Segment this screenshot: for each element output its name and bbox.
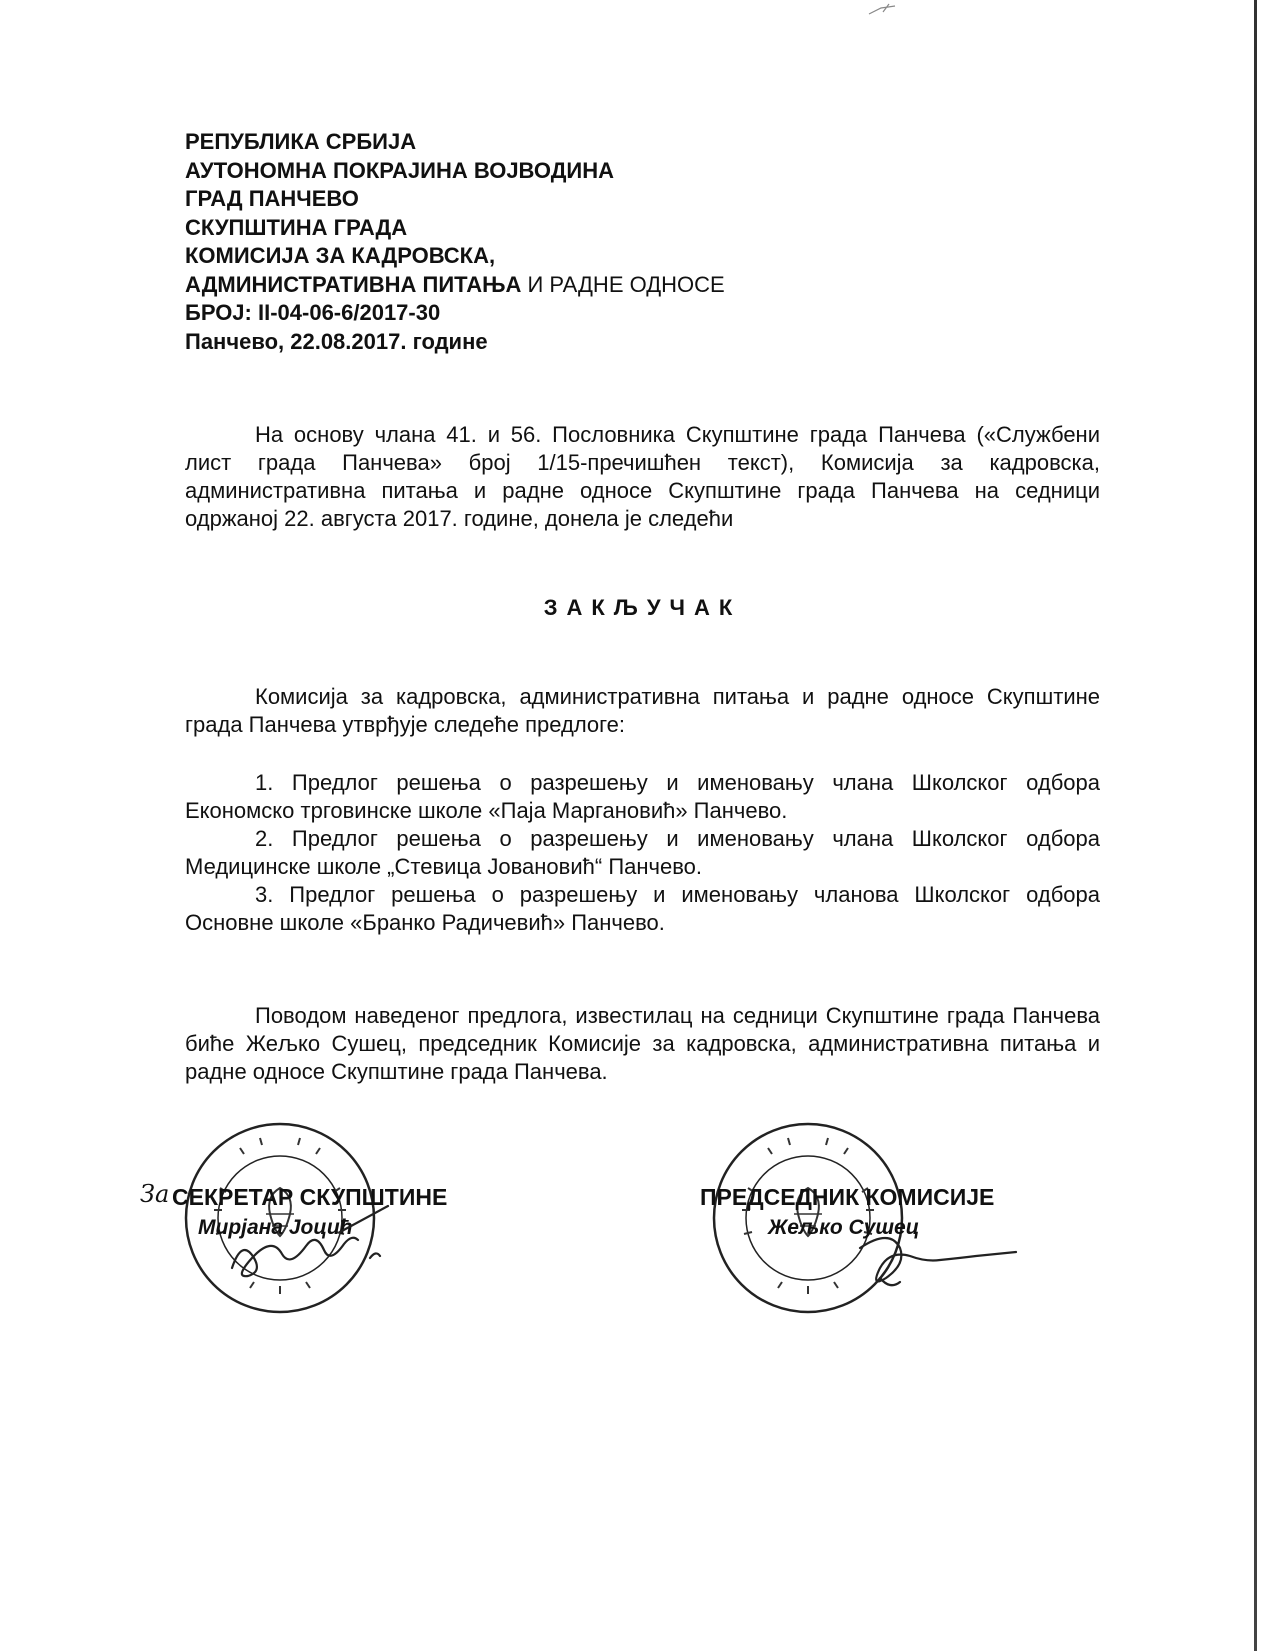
header-number: БРОЈ: II-04-06-6/2017-30 <box>185 300 441 325</box>
document-title: ЗАКЉУЧАК <box>543 595 742 620</box>
header-assembly: СКУПШТИНА ГРАДА <box>185 214 408 240</box>
page-edge <box>1254 0 1257 1651</box>
proposals-list <box>185 769 1100 937</box>
pen-mark-decoration <box>865 0 905 20</box>
list-item: 1. Предлог решења о разрешењу и именовању члана Школског одбора Економско трговинске школе «Паја Маргановић» Панчево. <box>185 770 1100 823</box>
list-item: 2. Предлог решења о разрешењу и именовању члана Школског одбора Медицинске школе „Стевица Јовановић“ Панчево. <box>185 826 1100 879</box>
president-title: ПРЕДСЕДНИК КОМИСИЈЕ <box>700 1184 995 1210</box>
signature-prefix: За <box>140 1180 170 1208</box>
header-commission-cont <box>185 271 725 300</box>
secretary-name: Мирјана Јоцић <box>198 1216 353 1239</box>
handwritten-signature <box>220 1198 420 1288</box>
header-commission-cont-rest: И РАДНЕ ОДНОСЕ <box>521 271 725 297</box>
conclusion-paragraph: Комисија за кадровска, административна питања и радне односе Скупштине града Панчева утврђује следеће предлоге: <box>185 684 1100 737</box>
report-paragraph: Поводом наведеног предлога, известилац на седници Скупштине града Панчева биће Жељко Сушец, председник Комисије за кадровска, административна питања и радне односе Скупштине града Панчева. <box>185 1003 1100 1084</box>
header-commission: КОМИСИЈА ЗА КАДРОВСКА, <box>185 243 496 268</box>
secretary-title: СЕКРЕТАР СКУПШТИНЕ <box>172 1184 448 1210</box>
header-country: РЕПУБЛИКА СРБИЈА <box>185 129 417 154</box>
intro-paragraph: На основу члана 41. и 56. Пословника Скупштине града Панчева («Службени лист града Панчева» број 1/15-пречишћен текст), Комисија за кадровска, административна питања и радне односе Скупштине града Панчева на седници одржаној 22. августа 2017. године, донела је следећи <box>185 422 1100 531</box>
header-place-date: Панчево, 22.08.2017. године <box>185 328 488 354</box>
list-item: 3. Предлог решења о разрешењу и именовању чланова Школског одбора Основне школе «Бранко Радичевић» Панчево. <box>185 882 1100 935</box>
document-header <box>185 128 725 356</box>
president-name: Жељко Сушец <box>768 1216 920 1239</box>
header-commission-cont-bold: АДМИНИСТРАТИВНА ПИТАЊА <box>185 271 522 297</box>
signature-block-president <box>700 1178 1060 1378</box>
header-city: ГРАД ПАНЧЕВО <box>185 186 359 211</box>
signature-block-secretary <box>140 1178 500 1378</box>
handwritten-signature <box>840 1218 1060 1308</box>
header-province: АУТОНОМНА ПОКРАЈИНА ВОЈВОДИНА <box>185 157 614 183</box>
